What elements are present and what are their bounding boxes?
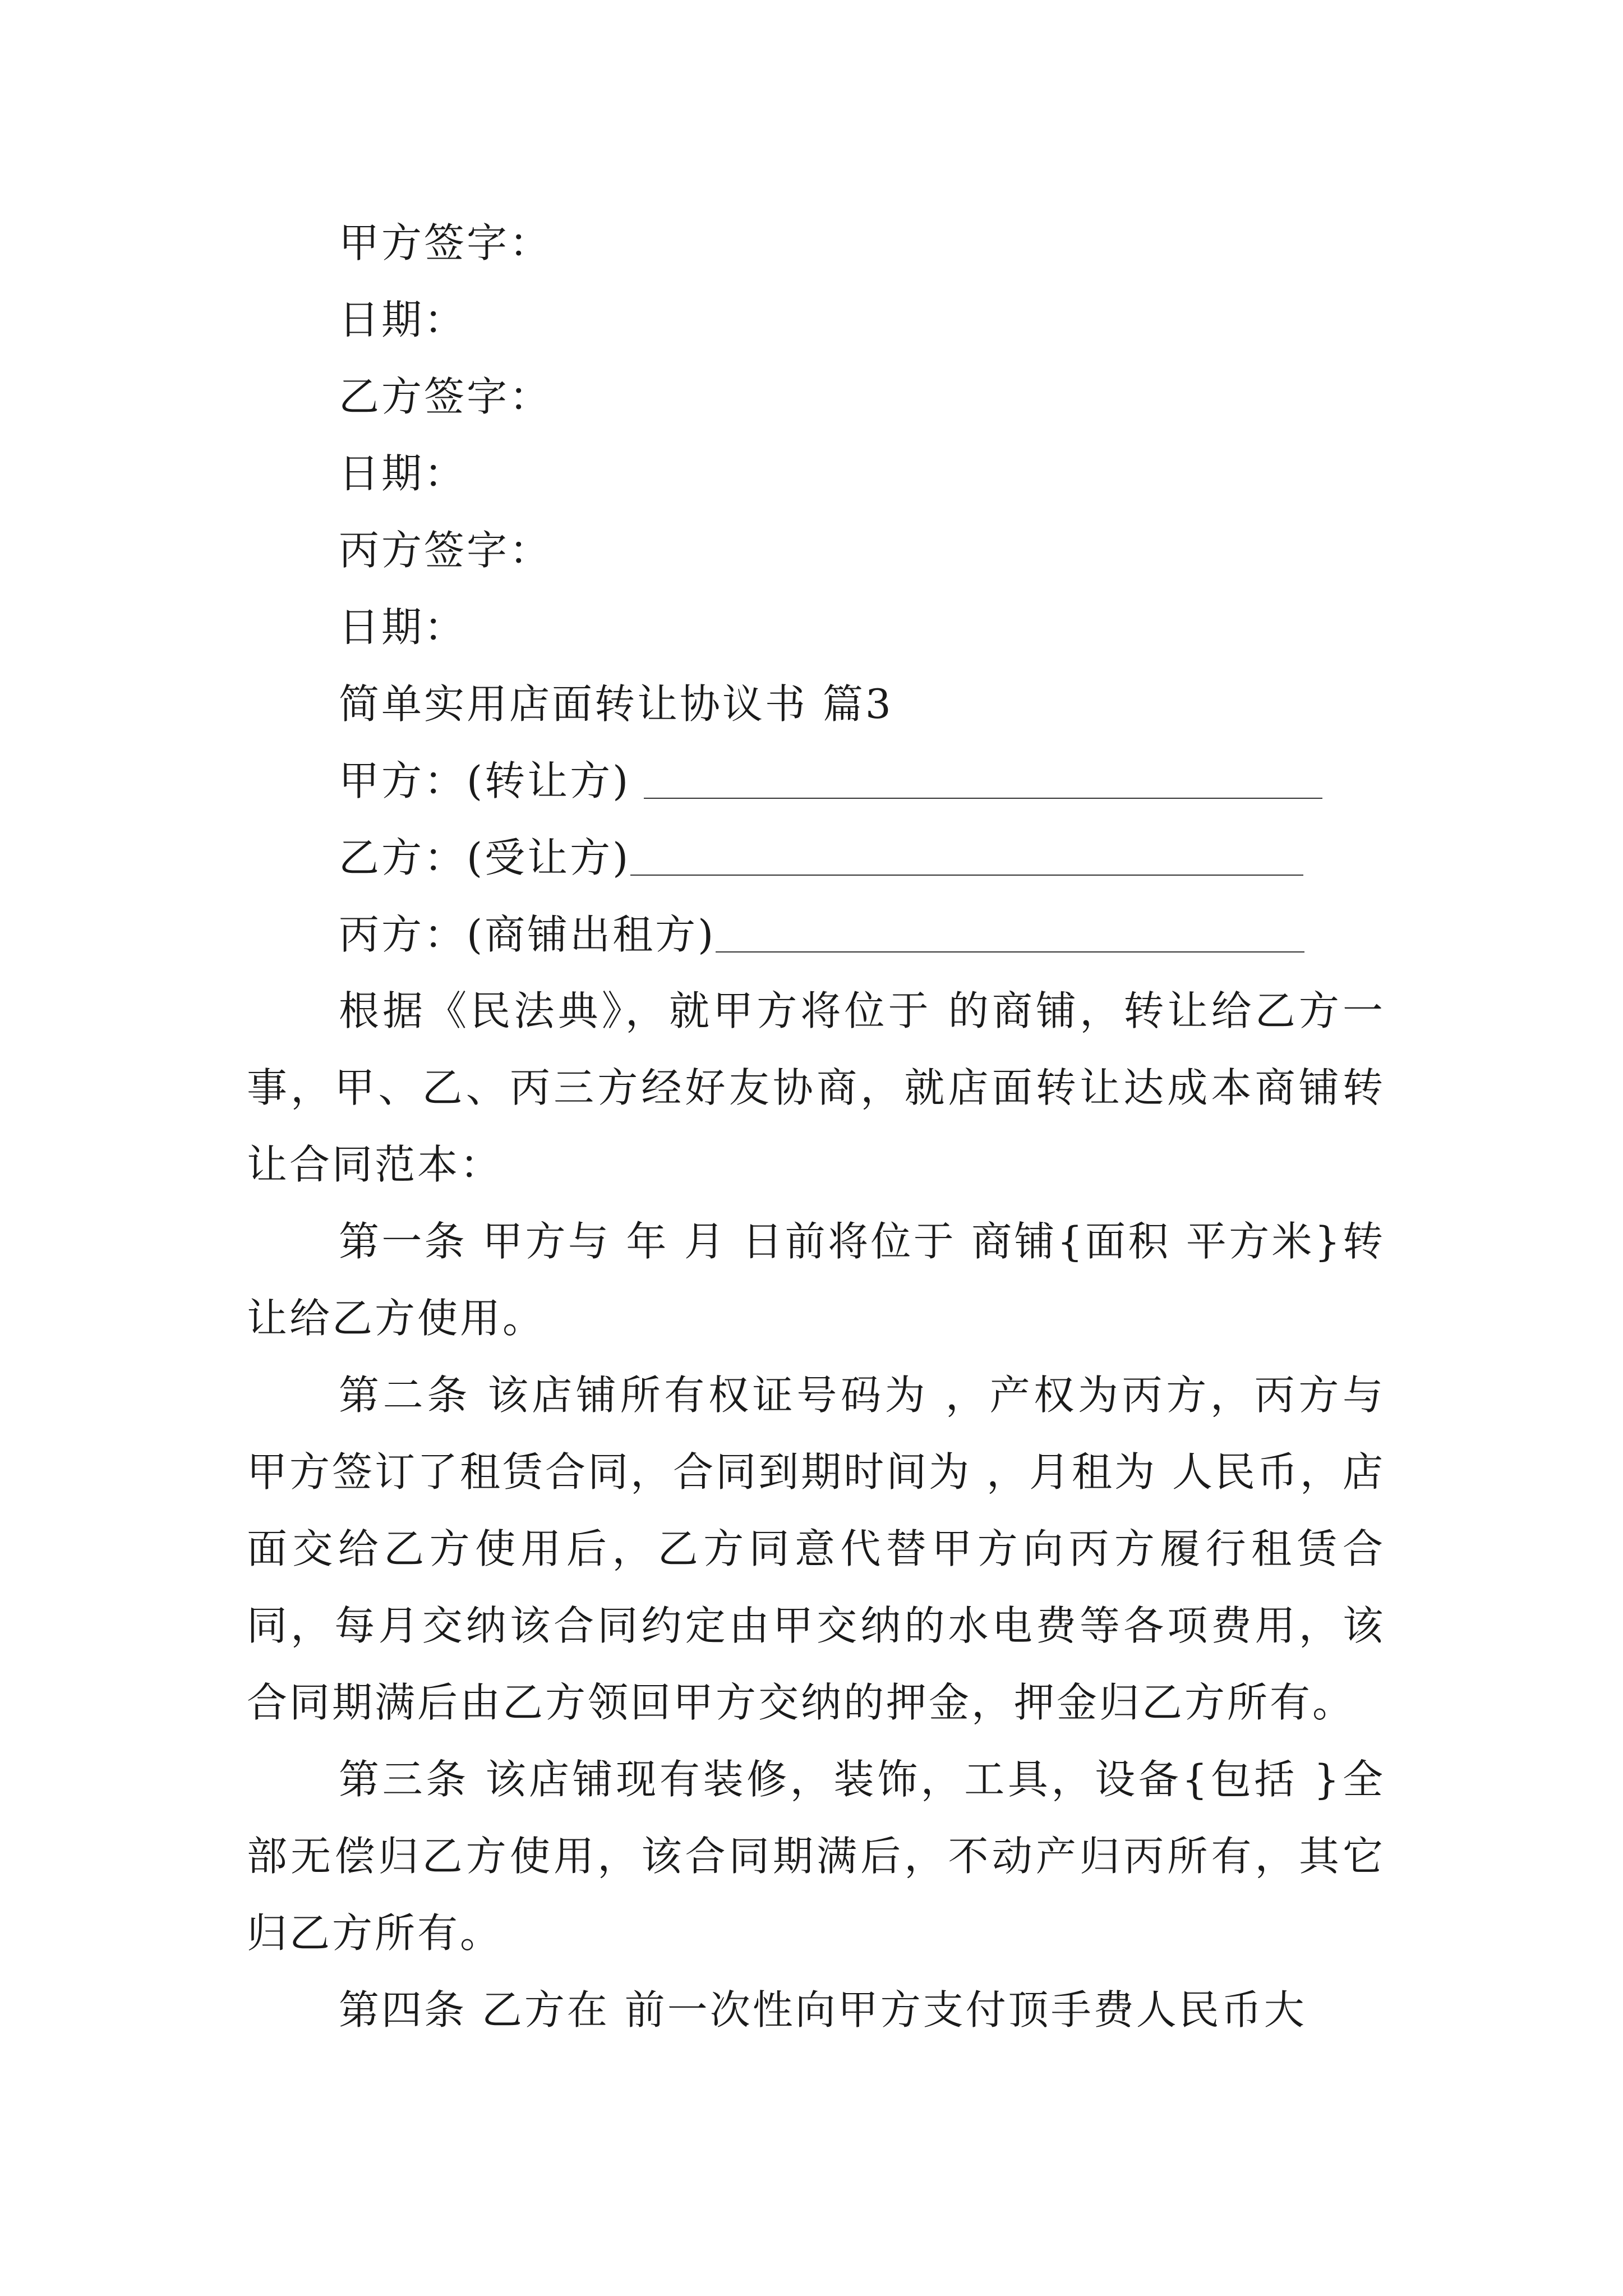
party-c-line bbox=[339, 907, 1304, 963]
article-4: 第四条 乙方在 前一次性向甲方支付顶手费人民币大 bbox=[339, 1986, 1307, 2033]
party-a-blank bbox=[644, 758, 1322, 799]
date-label: 日期： bbox=[339, 450, 467, 497]
party-a-label: 甲方：(转让方) bbox=[339, 757, 631, 804]
party-b-signature-label: 乙方签字： bbox=[339, 373, 552, 420]
article-3: 第三条 该店铺现有装修，装饰，工具，设备{包括 }全部无偿归乙方使用，该合同期满后，不动产归丙所有，其它归乙方所有。 bbox=[247, 1756, 1385, 1957]
section-title: 简单实用店面转让协议书 篇3 bbox=[339, 680, 893, 728]
article-1: 第一条 甲方与 年 月 日前将位于 商铺{面积 平方米}转让给乙方使用。 bbox=[247, 1218, 1385, 1342]
party-b-line bbox=[339, 830, 1303, 886]
party-a-line bbox=[339, 753, 1322, 809]
party-c-blank bbox=[716, 912, 1304, 953]
intro-paragraph: 根据《民法典》，就甲方将位于 的商铺，转让给乙方一事，甲、乙、丙三方经好友协商，就店面转让达成本商铺转让合同范本： bbox=[247, 987, 1385, 1188]
party-b-label: 乙方：(受让方) bbox=[339, 834, 631, 881]
party-c-label: 丙方：(商铺出租方) bbox=[339, 911, 716, 958]
party-c-signature-label: 丙方签字： bbox=[339, 527, 552, 574]
article-2: 第二条 该店铺所有权证号码为 ，产权为丙方，丙方与甲方签订了租赁合同，合同到期时间为 ，月租为 人民币，店面交给乙方使用后，乙方同意代替甲方向丙方履行租赁合同，每月交纳该合同约定由甲交纳的水电费等各项费用，该合同期满后由乙方领回甲方交纳的押金，押金归乙方所有。 bbox=[247, 1372, 1385, 1726]
party-a-signature-label: 甲方签字： bbox=[339, 219, 552, 266]
date-label: 日期： bbox=[339, 604, 467, 651]
party-b-blank bbox=[630, 835, 1303, 876]
date-label: 日期： bbox=[339, 296, 467, 343]
